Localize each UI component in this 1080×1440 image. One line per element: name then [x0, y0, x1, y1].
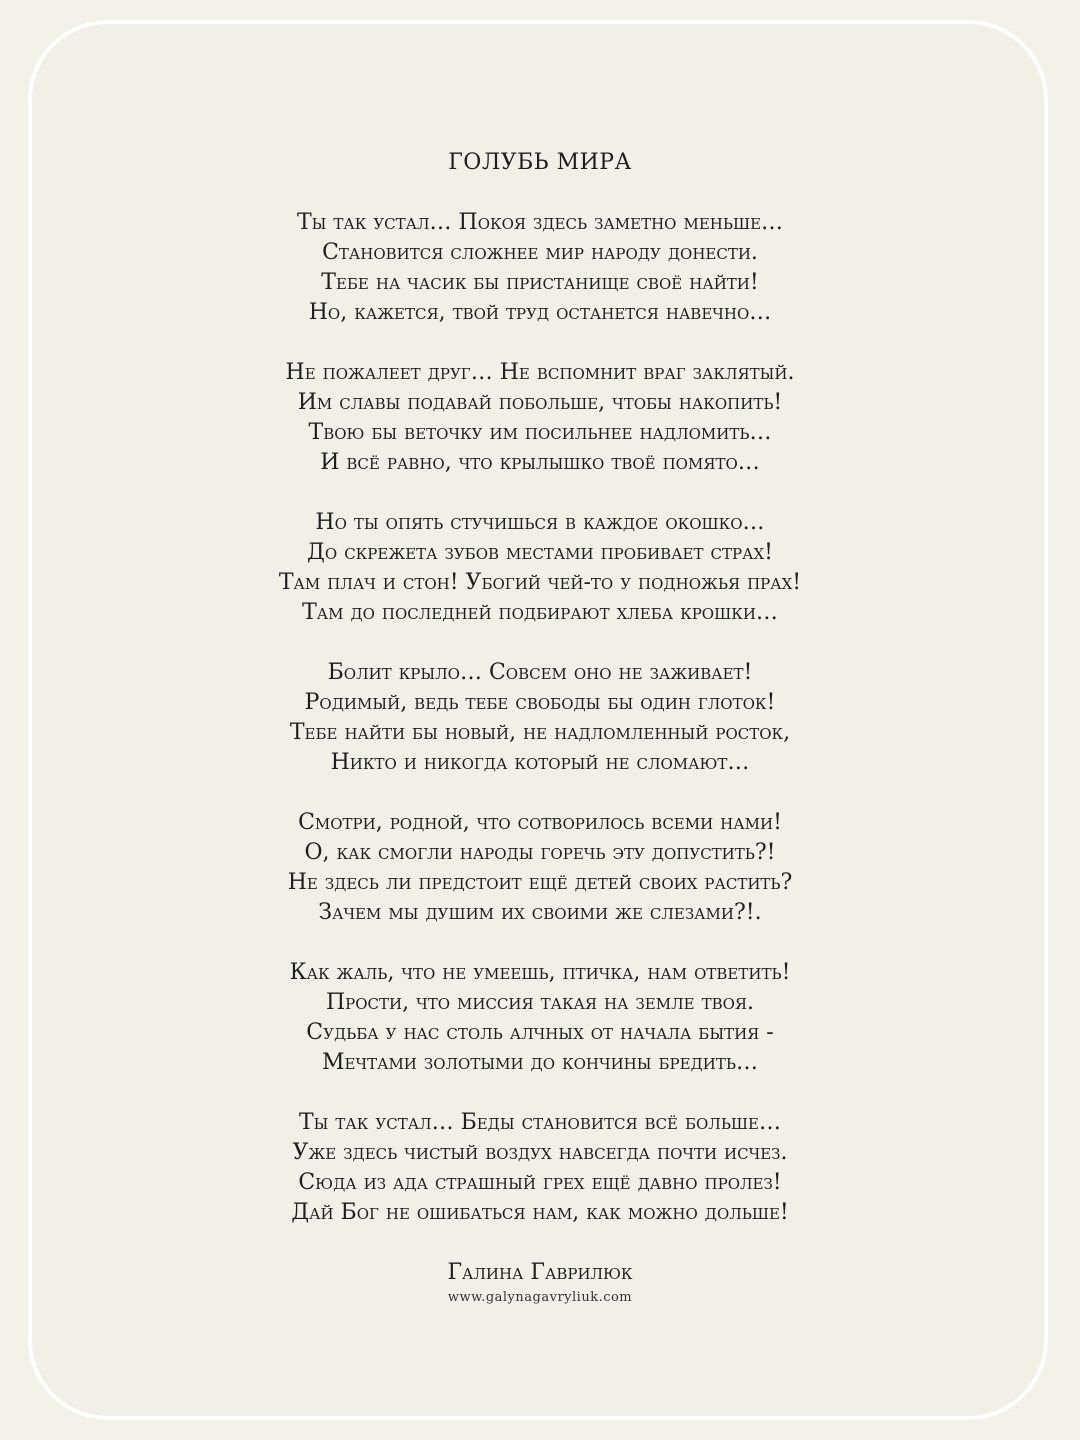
poem-line: Родимый, ведь тебе свободы бы один глоток! [304, 690, 776, 715]
poem-line: Ты так устал… Покоя здесь заметно меньше… [296, 210, 784, 235]
poem-line: Там до последней подбирают хлеба крошки… [302, 600, 778, 625]
stanza-2 [0, 358, 1080, 478]
author-name: Галина Гаврилюк [447, 1260, 633, 1285]
poem-line: Становится сложнее мир народу донести. [322, 240, 758, 265]
poem-line: И всё равно, что крылышко твоё помято… [320, 450, 760, 475]
poem-line: Уже здесь чистый воздух навсегда почти исчез. [292, 1140, 788, 1165]
poem-line: Прости, что миссия такая на земле твоя. [325, 990, 755, 1015]
poem-line: Им славы подавай побольше, чтобы накопить! [297, 390, 783, 415]
poem-line: Зачем мы душим их своими же слезами?!. [318, 900, 762, 925]
poem-line: Твою бы веточку им посильнее надломить… [308, 420, 772, 445]
poem-line: Там плач и стон! Убогий чей-то у подножья прах! [278, 570, 802, 595]
poem-content [0, 148, 1080, 1308]
poem-line: Дай Бог не ошибаться нам, как можно дольше! [291, 1200, 789, 1225]
poem-line: Болит крыло… Совсем оно не заживает! [327, 660, 753, 685]
stanza-5 [0, 808, 1080, 928]
poem-line: Судьба у нас столь алчных от начала бытия - [306, 1020, 774, 1045]
poem-line: Смотри, родной, что сотворилось всеми нами! [298, 810, 782, 835]
poem-line: Никто и никогда который не сломают… [330, 750, 750, 775]
stanza-3 [0, 508, 1080, 628]
stanza-7 [0, 1108, 1080, 1228]
poem-line: О, как смогли народы горечь эту допустить?! [304, 840, 776, 865]
stanza-6 [0, 958, 1080, 1078]
poem-line: Но ты опять стучишься в каждое окошко… [315, 510, 765, 535]
poem-line: Как жаль, что не умеешь, птичка, нам ответить! [289, 960, 791, 985]
poem-line: Ты так устал… Беды становится всё больше… [298, 1110, 781, 1135]
poem-line: До скрежета зубов местами пробивает страх! [307, 540, 773, 565]
author-website[interactable]: www.galynagavryliuk.com [447, 1290, 633, 1305]
stanza-1 [0, 208, 1080, 328]
poem-line: Но, кажется, твой труд останется навечно… [308, 300, 772, 325]
poem-line: Мечтами золотыми до кончины бредить… [322, 1050, 758, 1075]
poem-title: ГОЛУБЬ МИРА [448, 150, 632, 175]
stanza-4 [0, 658, 1080, 778]
poem-line: Тебе найти бы новый, не надломленный росток, [289, 720, 791, 745]
poem-line: Не пожалеет друг… Не вспомнит враг заклятый. [285, 360, 795, 385]
poem-line: Тебе на часик бы пристанище своё найти! [321, 270, 759, 295]
poem-line: Не здесь ли предстоит ещё детей своих растить? [287, 870, 793, 895]
poem-line: Сюда из ада страшный грех ещё давно пролез! [298, 1170, 782, 1195]
